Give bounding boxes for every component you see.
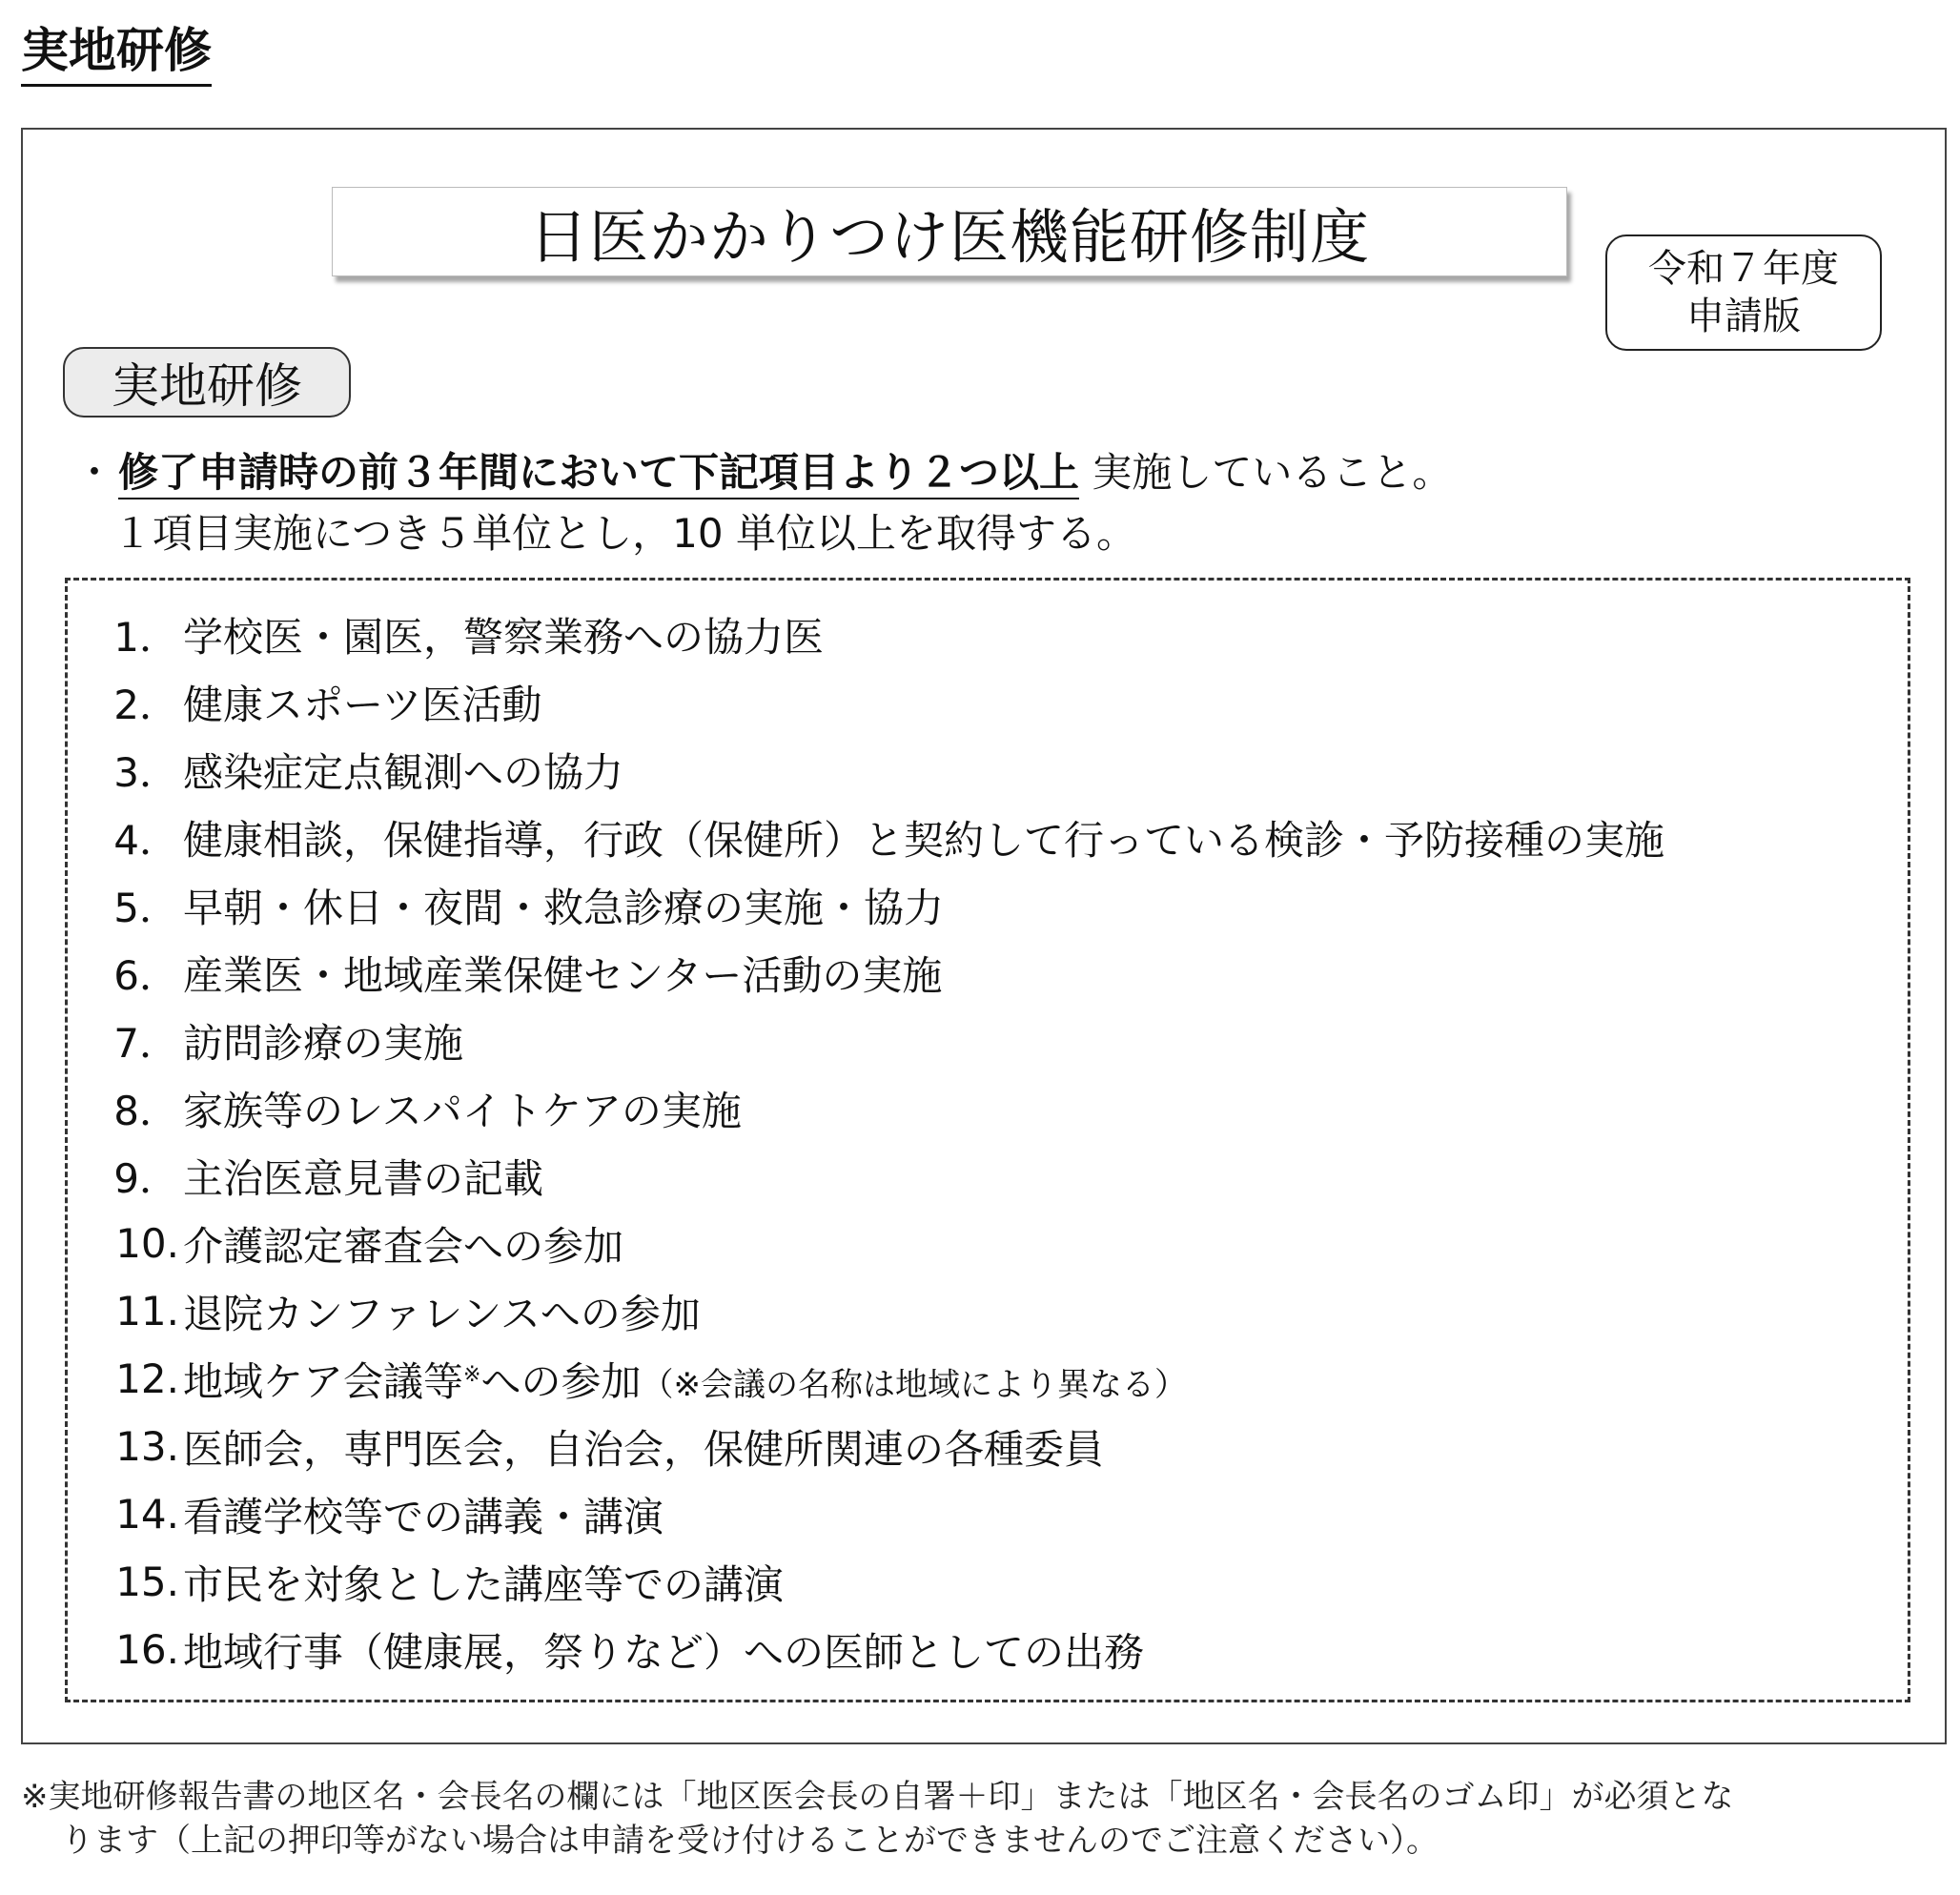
item-number: 7． [113, 1019, 179, 1067]
item-text-tail: への参加 [480, 1357, 642, 1405]
item-text: 産業医・地域産業保健センター活動の実施 [183, 951, 943, 999]
item-text: 医師会，専門医会，自治会，保健所関連の各種委員 [183, 1425, 1105, 1473]
edition-label: 申請版 [1686, 295, 1801, 338]
list-item [99, 1277, 1664, 1345]
item-text: 家族等のレスパイトケアの実施 [183, 1087, 742, 1134]
list-item [99, 1616, 1664, 1683]
item-text: 退院カンファレンスへの参加 [183, 1290, 701, 1337]
item-text: 健康スポーツ医活動 [183, 681, 542, 728]
section-label [63, 347, 351, 418]
item-text: 早朝・休日・夜間・救急診療の実施・協力 [183, 884, 945, 931]
item-number: 16. [115, 1626, 179, 1673]
list-item [99, 1142, 1664, 1210]
item-number: 5． [113, 884, 179, 931]
item-number: 4． [113, 816, 179, 864]
item-text: 主治医意見書の記載 [183, 1154, 544, 1202]
credit-rule-line: １項目実施につき５単位とし，10 単位以上を取得する。 [112, 510, 1136, 557]
item-text: 看護学校等での講義・講演 [183, 1493, 664, 1540]
list-item [99, 1007, 1664, 1074]
list-item [99, 1074, 1664, 1142]
item-number: 13. [115, 1423, 179, 1470]
footnote-line1: ※実地研修報告書の地区名・会長名の欄には「地区医会長の自署＋印」または「地区名・会長名のゴム印」が必須とな [21, 1778, 1734, 1816]
item-number: 12. [115, 1355, 179, 1402]
item-number: 14. [115, 1491, 179, 1538]
item-text: 介護認定審査会への参加 [183, 1222, 624, 1270]
list-item [99, 736, 1664, 804]
item-number: 9． [113, 1154, 179, 1202]
list-item [99, 871, 1664, 939]
item-text: 市民を対象とした講座等での講演 [183, 1560, 785, 1608]
item-text: 健康相談，保健指導，行政（保健所）と契約して行っている検診・予防接種の実施 [183, 816, 1665, 864]
requirement-emphasis: 修了申請時の前３年間において下記項目より２つ以上 [118, 449, 1079, 499]
training-items-list [99, 601, 1664, 1683]
list-item [99, 1413, 1664, 1480]
bullet: ・ [74, 449, 115, 496]
item-number: 3． [113, 748, 179, 796]
item-number: 15. [115, 1559, 179, 1605]
item-text: 学校医・園医，警察業務への協力医 [183, 613, 825, 661]
list-item [99, 939, 1664, 1007]
list-item [99, 668, 1664, 736]
requirement-line [74, 444, 1452, 501]
list-item [99, 1480, 1664, 1548]
section-label-text: 実地研修 [112, 358, 302, 414]
list-item [99, 804, 1664, 871]
item-note: （※会議の名称は地域により異なる） [641, 1365, 1187, 1404]
program-title-banner [332, 187, 1567, 276]
list-item [99, 1345, 1664, 1413]
item-text: 訪問診療の実施 [183, 1019, 464, 1067]
footnote-mark: ※ [463, 1362, 481, 1387]
footnote-line2: ります（上記の押印等がない場合は申請を受け付けることができませんのでご注意ください）。 [61, 1822, 1439, 1860]
item-text: 感染症定点観測への協力 [183, 748, 624, 796]
item-text: 地域行事（健康展，祭りなど）への医師としての出務 [183, 1628, 1145, 1676]
program-title: 日医かかりつけ医機能研修制度 [528, 201, 1370, 272]
item-number: 8． [113, 1087, 179, 1134]
item-text [183, 1351, 1187, 1408]
page-heading: 実地研修 [21, 17, 212, 87]
list-item [99, 601, 1664, 668]
footnote [21, 1775, 1947, 1863]
list-item [99, 1548, 1664, 1616]
item-number: 1． [113, 613, 179, 661]
edition-year: 令和７年度 [1648, 247, 1839, 291]
item-number: 2． [113, 681, 179, 728]
item-number: 11. [115, 1288, 179, 1335]
requirement-rest: 実施していること。 [1079, 449, 1453, 496]
item-number: 6． [113, 951, 179, 999]
item-text-main: 地域ケア会議等 [183, 1357, 464, 1405]
edition-badge [1605, 234, 1882, 351]
list-item [99, 1210, 1664, 1277]
item-number: 10. [115, 1220, 179, 1267]
